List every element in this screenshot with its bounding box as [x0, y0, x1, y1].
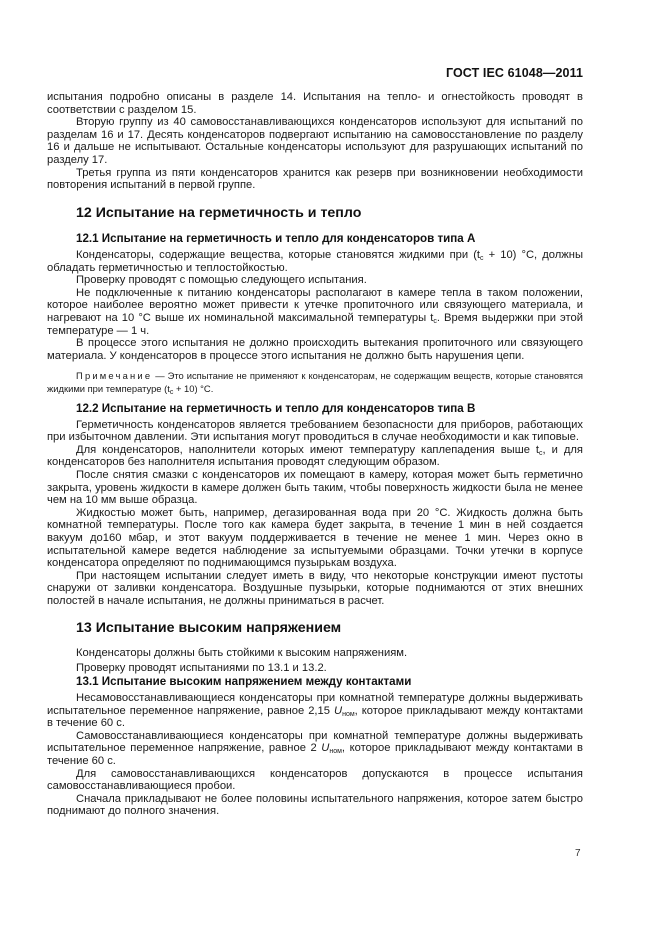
text: — Это испытание не применяют к конденсаторам, не содержащим веществ, которые становятся жидкими при температуре (t: [47, 370, 583, 394]
paragraph: [47, 692, 583, 730]
paragraph: [47, 730, 583, 768]
text: Конденсаторы, содержащие вещества, которые становятся жидкими при (t: [76, 248, 481, 261]
section-heading-13: 13 Испытание высоким напряжением: [76, 619, 342, 636]
text: + 10) °C.: [173, 382, 214, 394]
paragraph: Для самовосстанавливающихся конденсаторов допускаются в процессе испытания самовосстанавливающиеся пробои.: [47, 767, 583, 793]
text: + 10) °C, должны обладать герметичностью и теплостойкостью.: [47, 248, 583, 274]
standard-header: ГОСТ IEC 61048—2011: [445, 66, 583, 80]
paragraph: Жидкостью может быть, например, дегазированная вода при 20 °C. Жидкость должна быть комнатной температуры. После того как камера будет закрыта, в течение 1 мин в ней создается вакуум до160 мбар, и этот вакуум поддерживается в течение не менее 1 мин. Через окно в испытательной камере ведется наблюдение за испытуемыми образцами. Точки утечки в корпусе конденсатора определяют по поднимающимся пузырькам воздуха.: [47, 506, 583, 570]
subscript: c: [433, 317, 437, 325]
text: Несамовосстанавливающиеся конденсаторы при комнатной температуре должны выдерживать испытательное переменное напряжение, равное 2,15: [47, 691, 583, 717]
subscript: c: [539, 449, 543, 457]
paragraph: Сначала прикладывают не более половины испытательного напряжения, которое затем быстро поднимают до полного значения.: [47, 792, 583, 818]
text: , и для конденсаторов без наполнителя испытания проводят следующим образом.: [47, 443, 583, 469]
subscript: c: [169, 388, 174, 396]
paragraph: После снятия смазки с конденсаторов их помещают в камеру, которая может быть герметично закрыта, уровень жидкости в камере должен быть таким, чтобы поверхность жидкости была не менее чем на 10 мм выше образца.: [47, 469, 583, 507]
paragraph: Третья группа из пяти конденсаторов хранится как резерв при возникновении необходимости повторения испытаний в первой группе.: [47, 166, 583, 192]
paragraph: Вторую группу из 40 самовосстанавливающихся конденсаторов используют для испытаний по разделам 16 и 17. Десять конденсаторов подвергают испытанию на самовосстановление по разделу 16 и дальше не испытывают. Остальные конденсаторы используют для разрушающих испытаний по разделу 17.: [47, 116, 583, 166]
paragraph: [47, 249, 583, 274]
paragraph: Проверку проводят с помощью следующего испытания.: [76, 274, 367, 287]
subsection-heading-12-2: 12.2 Испытание на герметичность и тепло для конденсаторов типа В: [76, 402, 476, 416]
paragraph: испытания подробно описаны в разделе 14. Испытания на тепло- и огнестойкость проводят в соответствии с разделом 15.: [47, 91, 583, 116]
note-label: Примечание: [76, 370, 153, 382]
page-number: 7: [575, 848, 581, 859]
text: , которое прикладывают между контактами в течение 60 с.: [47, 704, 583, 730]
subscript: c: [480, 254, 484, 262]
text: Для конденсаторов, наполнители которых имеют температуру каплепадения выше t: [76, 443, 540, 456]
subscript: ном: [342, 710, 355, 718]
subsection-heading-13-1: 13.1 Испытание высоким напряжением между контактами: [76, 675, 412, 689]
paragraph: В процессе этого испытания не должно происходить вытекания пропиточного или связующего материала. У конденсаторов в процессе этого испытания не должно быть нарушения цепи.: [47, 337, 583, 362]
text: , которое прикладывают между контактами в течение 60 с.: [47, 742, 583, 767]
paragraph: Конденсаторы должны быть стойкими к высоким напряжениям.: [76, 647, 408, 660]
paragraph: Герметичность конденсаторов является требованием безопасности для приборов, работающих при избыточном давлении. Эти испытания могут проводиться в случае необходимости и как типовые.: [47, 418, 583, 444]
note: [47, 370, 583, 395]
subscript: ном: [329, 748, 342, 756]
symbol: U: [333, 704, 343, 717]
paragraph: При настоящем испытании следует иметь в виду, что некоторые конструкции имеют пустоты снаружи от заливки конденсатора. Воздушные пузырьки, которые поднимаются от этих внешних полостей в начале испытания, не должны приниматься в расчет.: [47, 569, 583, 607]
symbol: U: [321, 742, 330, 755]
paragraph: Проверку проводят испытаниями по 13.1 и 13.2.: [76, 661, 327, 674]
text: Не подключенные к питанию конденсаторы располагают в камере тепла в таком положении, которое наиболее вероятно может привести к утечке пропиточного или связующего материала, и нагревают на 10 °C выше их номинальной максимальной температуры t: [47, 286, 583, 324]
paragraph: [47, 444, 583, 469]
text: . Время выдержки при этой температуре — 1 ч.: [47, 311, 583, 337]
section-heading-12: 12 Испытание на герметичность и тепло: [76, 204, 362, 221]
document-body: [47, 91, 583, 818]
paragraph: [47, 287, 583, 337]
text: Самовосстанавливающиеся конденсаторы при комнатной температуре должны выдерживать испытательное переменное напряжение, равное 2: [47, 729, 583, 755]
subsection-heading-12-1: 12.1 Испытание на герметичность и тепло для конденсаторов типа А: [76, 232, 476, 246]
